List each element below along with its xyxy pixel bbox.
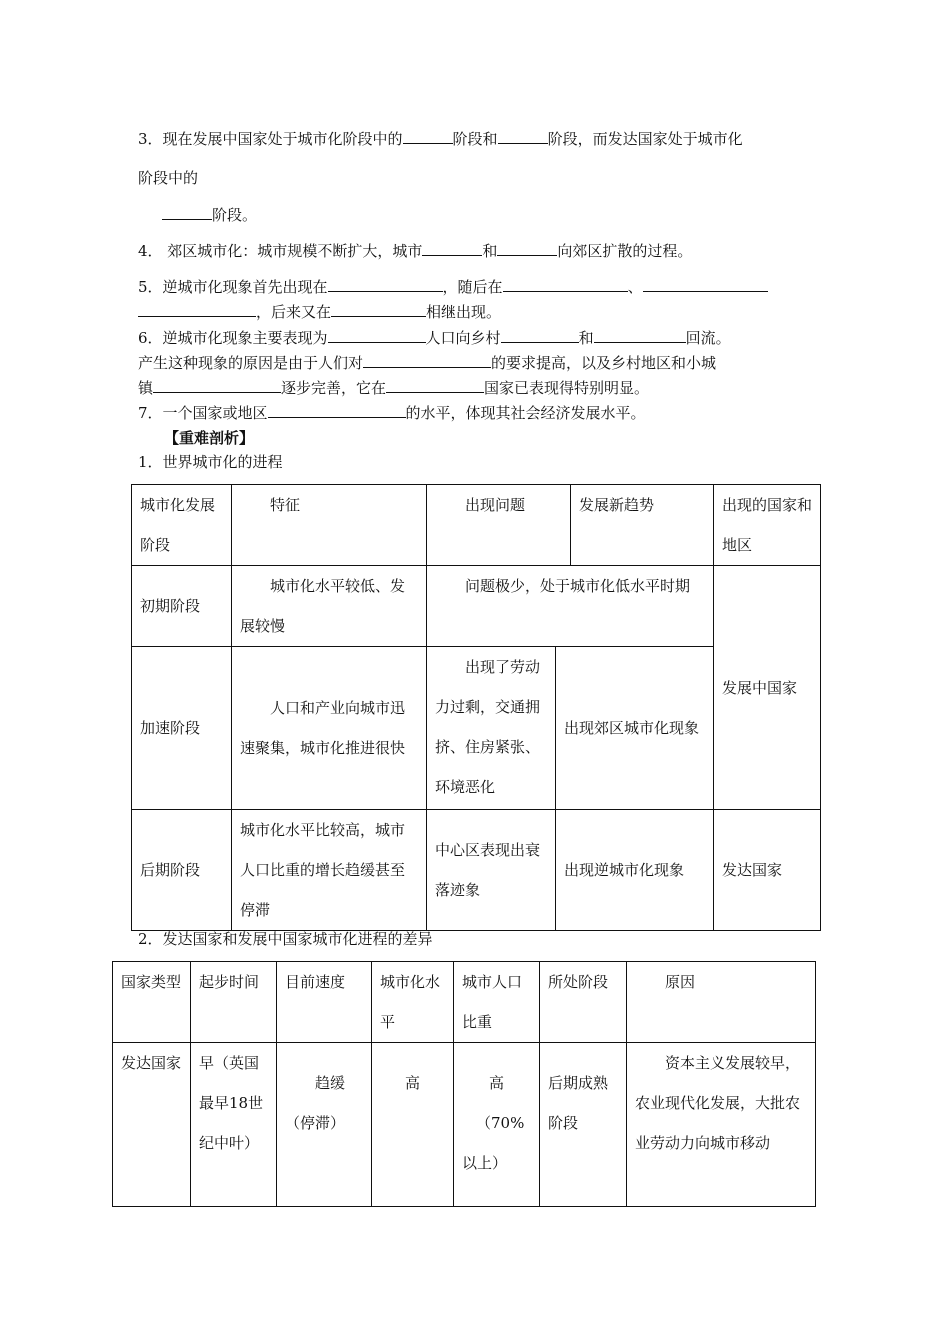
q6-text-a: 6．逆城市化现象主要表现为 bbox=[138, 329, 328, 347]
table2-header-reason: 原因 bbox=[627, 962, 816, 1043]
question-5-cont bbox=[138, 301, 501, 322]
q5-text-e: 相继出现。 bbox=[426, 303, 502, 321]
table1-stage-accelerating: 加速阶段 bbox=[132, 647, 232, 810]
table2-type-developed: 发达国家 bbox=[113, 1043, 191, 1207]
table2-start-developed: 早（英国最早18世纪中叶） bbox=[191, 1043, 277, 1207]
q6-text-c: 和 bbox=[578, 329, 594, 347]
q7-text-b: 的水平，体现其社会经济发展水平。 bbox=[405, 404, 646, 422]
country-comparison-table bbox=[112, 961, 816, 1207]
q3-text-c: 阶段，而发达国家处于城市化 bbox=[547, 130, 743, 148]
question-7 bbox=[138, 402, 646, 423]
q6-blank-5[interactable] bbox=[153, 377, 281, 393]
table1-header-row bbox=[132, 485, 821, 566]
q6-text-e: 产生这种现象的原因是由于人们对 bbox=[138, 354, 364, 372]
table2-speed-developed: 趋缓 （停滞） bbox=[277, 1043, 372, 1207]
table1-feature-accelerating: 人口和产业向城市迅速聚集，城市化推进很快 bbox=[232, 647, 427, 810]
table2-header-row bbox=[113, 962, 816, 1043]
q5-text-b: ，随后在 bbox=[442, 278, 503, 296]
q6-text-h: 逐步完善，它在 bbox=[281, 379, 387, 397]
table1-header-feature: 特征 bbox=[232, 485, 427, 566]
q4-blank-1[interactable] bbox=[422, 240, 482, 256]
table2-title: 2．发达国家和发展中国家城市化进程的差异 bbox=[138, 930, 433, 948]
q6-text-d: 回流。 bbox=[685, 329, 731, 347]
table1-problem-initial: 问题极少，处于城市化低水平时期 bbox=[427, 566, 714, 647]
table1-feature-late: 城市化水平比较高，城市人口比重的增长趋缓甚至停滞 bbox=[232, 810, 427, 931]
question-3-cont bbox=[138, 168, 198, 188]
table1-title: 1．世界城市化的进程 bbox=[138, 453, 283, 471]
table2-ratio-developed: 高 （70%以上） bbox=[454, 1043, 540, 1207]
table2-level-developed: 高 bbox=[372, 1043, 454, 1207]
q5-text-a: 5．逆城市化现象首先出现在 bbox=[138, 278, 328, 296]
table1-header-trend: 发展新趋势 bbox=[571, 485, 714, 566]
table1-region-developed: 发达国家 bbox=[714, 810, 821, 931]
table-row bbox=[132, 810, 821, 931]
table1-region-developing: 发展中国家 bbox=[714, 566, 821, 810]
table1-trend-late: 出现逆城市化现象 bbox=[556, 810, 714, 931]
table1-problem-late: 中心区表现出衰落迹象 bbox=[427, 810, 556, 931]
q6-blank-2[interactable] bbox=[501, 327, 579, 343]
table2-header-speed: 目前速度 bbox=[277, 962, 372, 1043]
q5-blank-4[interactable] bbox=[138, 301, 256, 317]
q5-blank-2[interactable] bbox=[503, 276, 628, 292]
table2-header-level: 城市化水平 bbox=[372, 962, 454, 1043]
table-row bbox=[132, 566, 821, 647]
q6-blank-1[interactable] bbox=[328, 327, 426, 343]
question-5 bbox=[138, 276, 768, 297]
q6-text-b: 人口向乡村 bbox=[425, 329, 501, 347]
q6-blank-4[interactable] bbox=[363, 352, 491, 368]
table2-header-stage: 所处阶段 bbox=[540, 962, 627, 1043]
table2-header-ratio: 城市人口比重 bbox=[454, 962, 540, 1043]
q5-text-c: 、 bbox=[627, 278, 643, 296]
table1-feature-initial: 城市化水平较低、发展较慢 bbox=[232, 566, 427, 647]
q4-text-b: 和 bbox=[482, 242, 498, 260]
table1-header-region: 出现的国家和地区 bbox=[714, 485, 821, 566]
q7-blank-1[interactable] bbox=[268, 402, 406, 418]
table2-stage-developed: 后期成熟阶段 bbox=[540, 1043, 627, 1207]
q3-text-d: 阶段中的 bbox=[138, 169, 199, 187]
question-6-cont bbox=[138, 352, 716, 373]
q4-text-a: 4． 郊区城市化：城市规模不断扩大，城市 bbox=[138, 242, 423, 260]
urbanization-process-table bbox=[131, 484, 821, 931]
q6-text-i: 国家已表现得特别明显。 bbox=[484, 379, 650, 397]
q6-text-g: 镇 bbox=[138, 379, 154, 397]
question-6-cont2 bbox=[138, 377, 649, 398]
table1-stage-initial: 初期阶段 bbox=[132, 566, 232, 647]
section-heading: 【重难剖析】 bbox=[164, 429, 255, 447]
q5-blank-5[interactable] bbox=[331, 301, 426, 317]
table1-problem-accelerating: 出现了劳动力过剩，交通拥挤、住房紧张、环境恶化 bbox=[427, 647, 556, 810]
table1-trend-accelerating: 出现郊区城市化现象 bbox=[556, 647, 714, 810]
q4-text-c: 向郊区扩散的过程。 bbox=[557, 242, 693, 260]
question-3-cont2 bbox=[162, 204, 257, 225]
q6-blank-6[interactable] bbox=[386, 377, 484, 393]
q3-blank-1[interactable] bbox=[403, 128, 453, 144]
q3-text-b: 阶段和 bbox=[452, 130, 498, 148]
q7-text-a: 7．一个国家或地区 bbox=[138, 404, 268, 422]
q5-blank-1[interactable] bbox=[328, 276, 443, 292]
q3-blank-3[interactable] bbox=[162, 204, 212, 220]
table1-header-problem: 出现问题 bbox=[427, 485, 571, 566]
question-4 bbox=[138, 240, 692, 261]
table-row bbox=[113, 1043, 816, 1207]
table1-stage-late: 后期阶段 bbox=[132, 810, 232, 931]
q6-blank-3[interactable] bbox=[594, 327, 686, 343]
table2-header-type: 国家类型 bbox=[113, 962, 191, 1043]
q4-blank-2[interactable] bbox=[497, 240, 557, 256]
q5-text-d: ，后来又在 bbox=[256, 303, 332, 321]
q6-text-f: 的要求提高，以及乡村地区和小城 bbox=[491, 354, 717, 372]
q3-text-e: 阶段。 bbox=[212, 206, 258, 224]
q3-text-a: 3．现在发展中国家处于城市化阶段中的 bbox=[138, 130, 403, 148]
table2-reason-developed: 资本主义发展较早，农业现代化发展，大批农业劳动力向城市移动 bbox=[627, 1043, 816, 1207]
q5-blank-3[interactable] bbox=[643, 276, 768, 292]
table2-header-start: 起步时间 bbox=[191, 962, 277, 1043]
q3-blank-2[interactable] bbox=[498, 128, 548, 144]
question-3 bbox=[138, 128, 743, 149]
question-6 bbox=[138, 327, 731, 348]
table1-header-stage: 城市化发展阶段 bbox=[132, 485, 232, 566]
